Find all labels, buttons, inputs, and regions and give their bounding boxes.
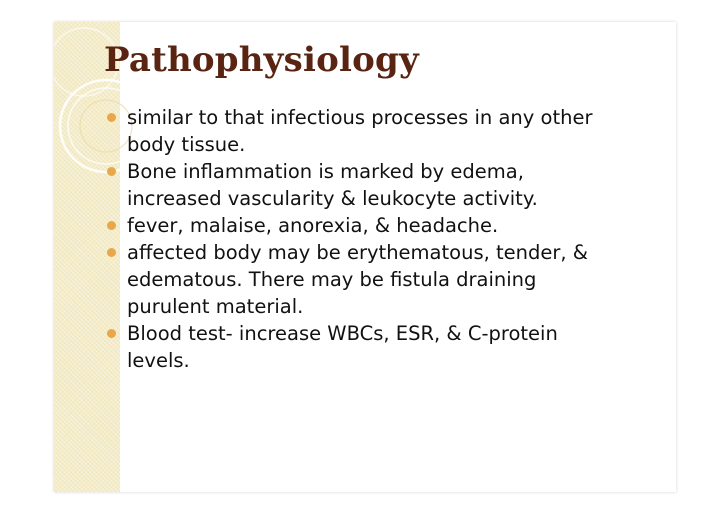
circle-bullet-icon [107,167,116,176]
circle-bullet-icon [107,221,116,230]
bullet-text: fever, malaise, anorexia, & headache. [127,214,499,237]
bullet-item [106,158,616,212]
circle-bullet-icon [107,113,116,122]
circle-bullet-icon [107,329,116,338]
bullet-text: affected body may be erythematous, tender, & edematous. There may be fistula draining purulent material. [127,241,588,318]
slide [54,22,676,492]
bullet-text: Blood test- increase WBCs, ESR, & C-protein levels. [127,322,558,372]
bullet-item [106,104,616,158]
circle-bullet-icon [107,248,116,257]
bullet-item [106,239,616,320]
slide-title: Pathophysiology [104,40,419,80]
bullet-item [106,320,616,374]
bullet-text: Bone inflammation is marked by edema, increased vascularity & leukocyte activity. [127,160,538,210]
bullet-text: similar to that infectious processes in any other body tissue. [127,106,593,156]
bullet-list [106,104,616,374]
bullet-item [106,212,616,239]
